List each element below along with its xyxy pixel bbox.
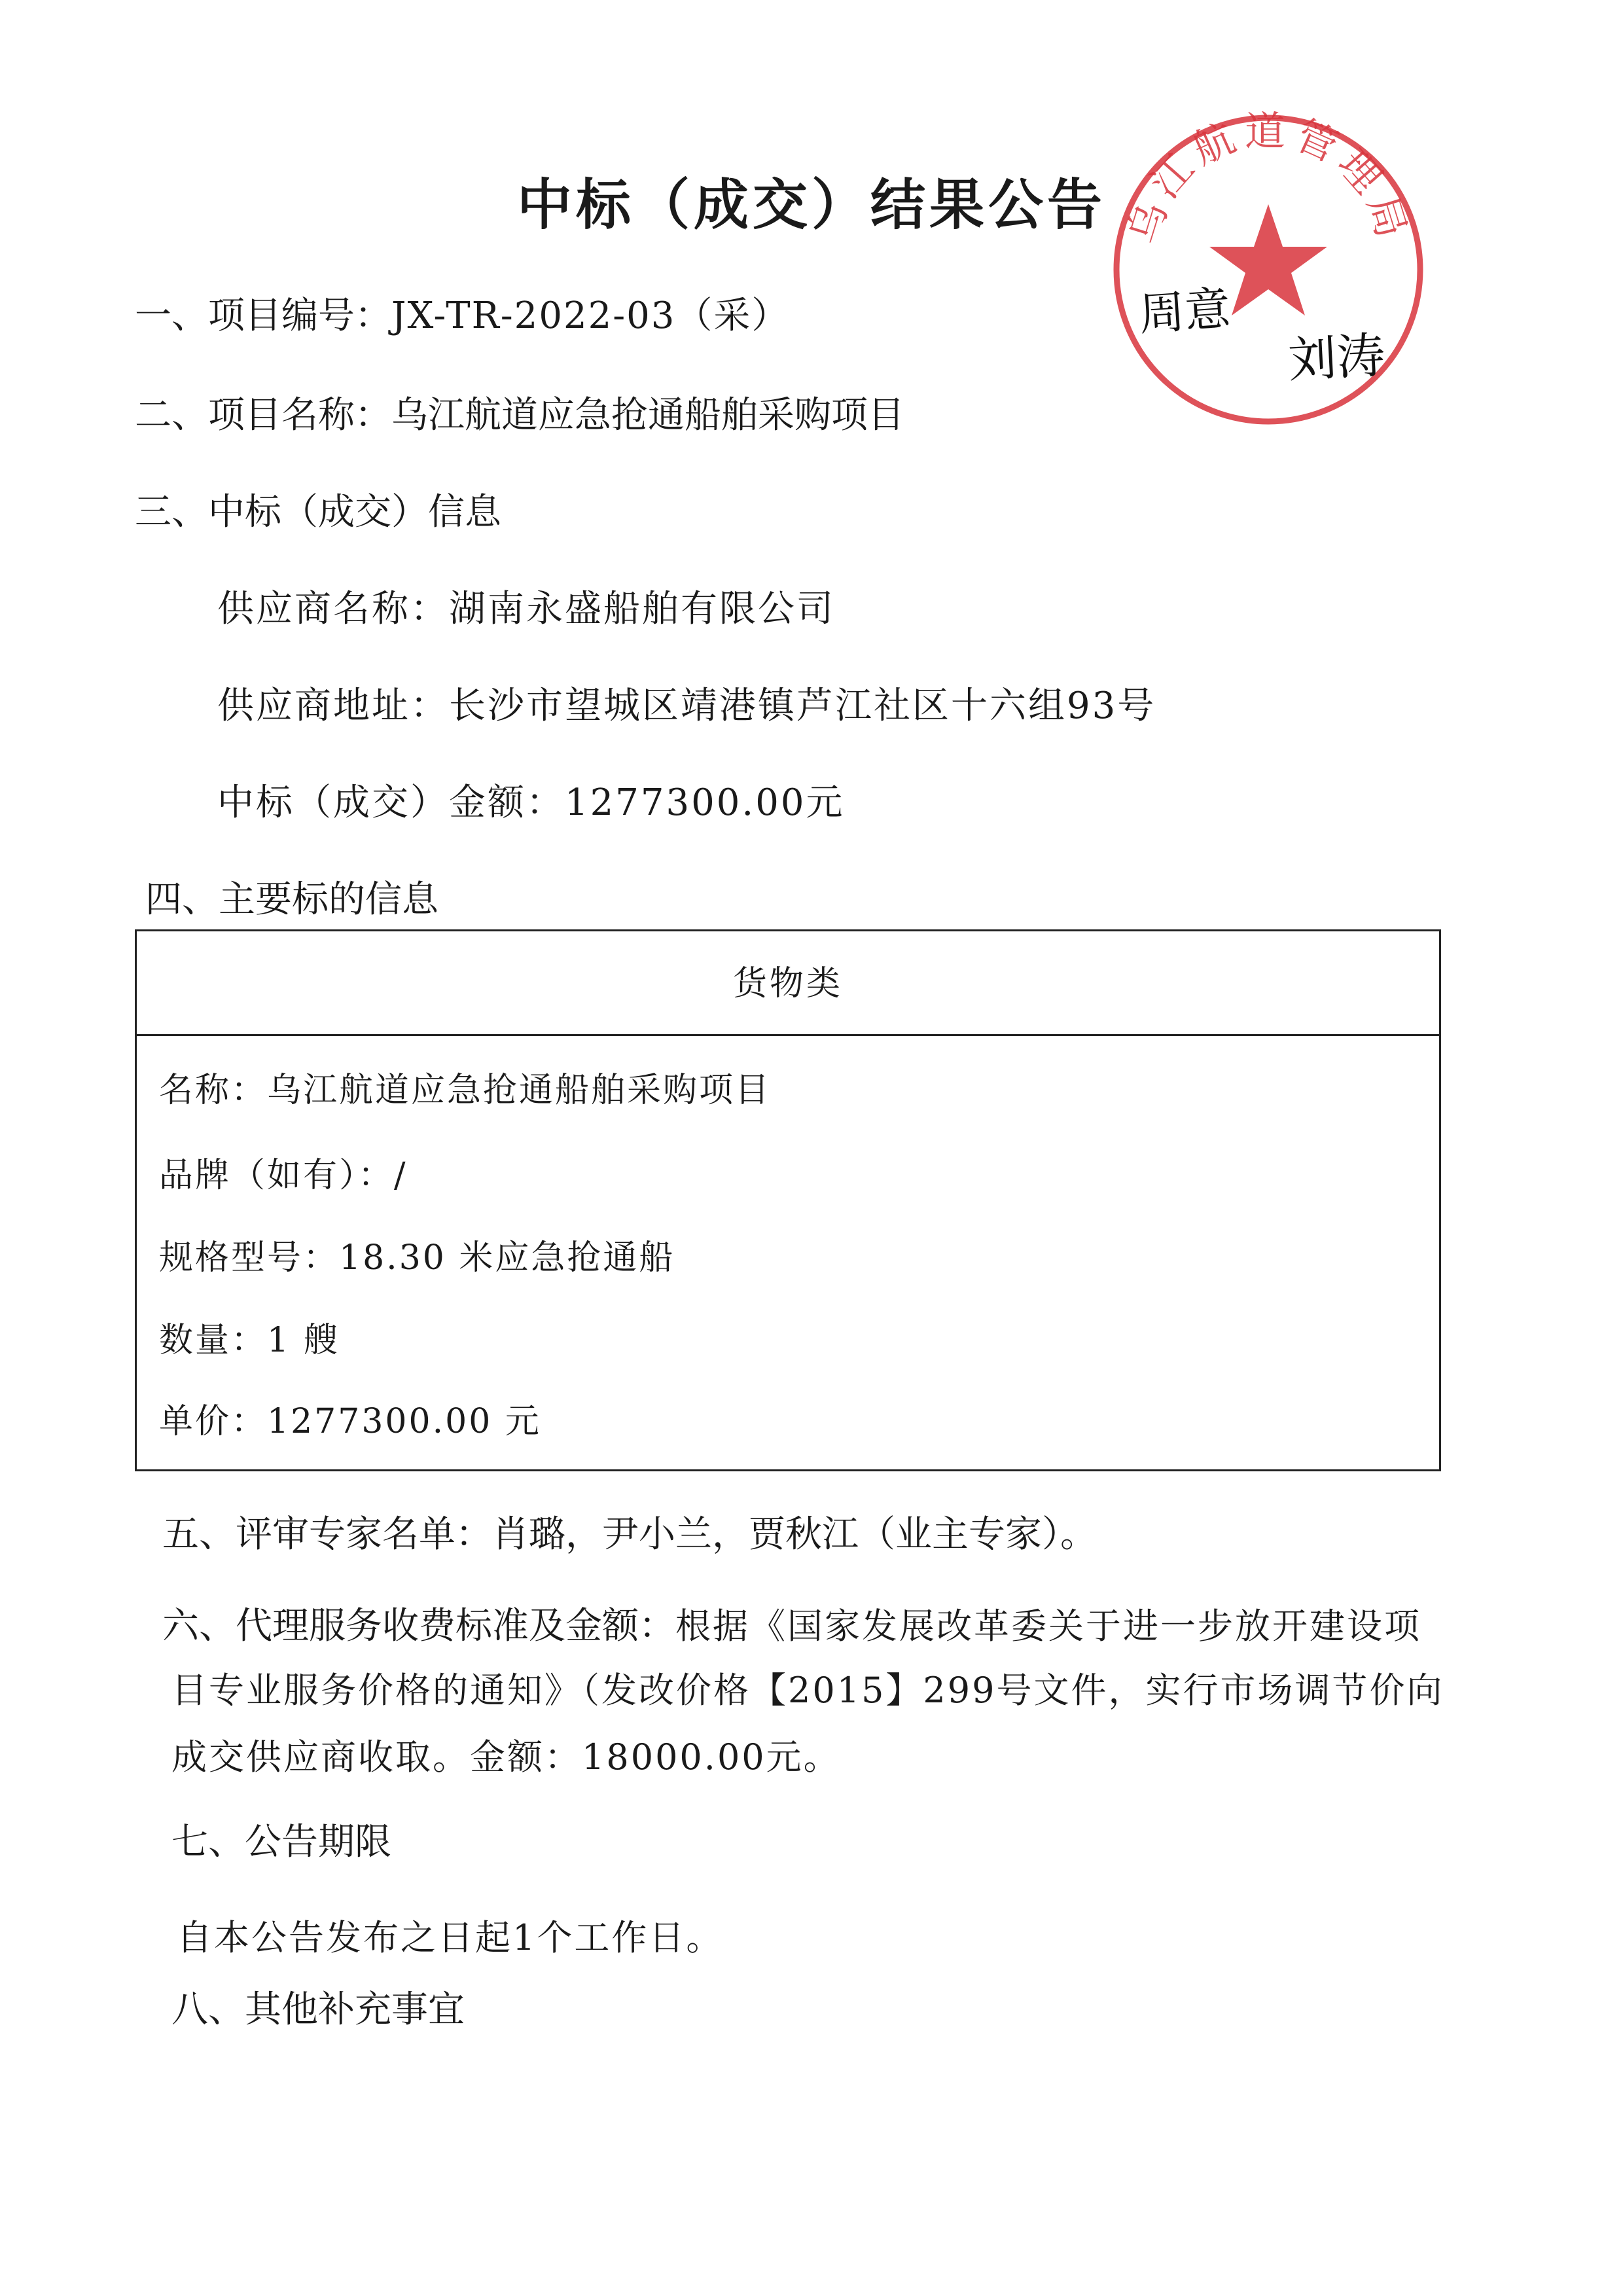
goods-table-header: 货物类 — [137, 931, 1439, 1036]
project-number-label: 一、项目编号： — [135, 295, 391, 337]
table-row: 数量：1 艘 — [159, 1321, 340, 1360]
goods-table — [135, 929, 1441, 1471]
project-name-row — [135, 386, 904, 439]
supplier-address-value: 长沙市望城区靖港镇芦江社区十六组93号 — [449, 685, 1156, 727]
bid-amount-value: 1277300.00元 — [565, 781, 845, 824]
project-name-value: 乌江航道应急抢通船舶采购项目 — [391, 394, 904, 437]
signature-1: 周意 — [1137, 281, 1233, 342]
supplier-name-value: 湖南永盛船舶有限公司 — [449, 588, 835, 630]
signature-2: 刘涛 — [1287, 327, 1387, 389]
table-row: 规格型号：18.30 米应急抢通船 — [159, 1238, 675, 1278]
table-row: 名称：乌江航道应急抢通船舶采购项目 — [159, 1071, 772, 1110]
supplier-name-label: 供应商名称： — [217, 588, 449, 630]
project-name-label: 二、项目名称： — [135, 394, 391, 437]
table-row: 单价：1277300.00 元 — [159, 1402, 541, 1441]
bid-amount-row — [217, 774, 844, 826]
supplier-address-row — [217, 677, 1156, 729]
notice-period-heading: 七、公告期限 — [171, 1821, 391, 1863]
table-row: 品牌（如有）：/ — [159, 1156, 408, 1195]
fee-line-3: 成交供应商收取。金额：18000.00元。 — [171, 1736, 841, 1778]
experts-label: 五、评审专家名单： — [162, 1513, 492, 1556]
bid-info-heading: 三、中标（成交）信息 — [135, 491, 501, 533]
fee-line-2: 目专业服务价格的通知》（发改价格【2015】299号文件，实行市场调节价向 — [171, 1670, 1444, 1711]
experts-row — [162, 1505, 1097, 1558]
fee-label: 六、代理服务收费标准及金额： — [162, 1605, 675, 1647]
main-item-heading: 四、主要标的信息 — [145, 878, 438, 921]
seal-text: 乌江航道管理局 — [1118, 107, 1418, 249]
experts-value: 肖璐，尹小兰，贾秋江（业主专家）。 — [492, 1513, 1097, 1556]
fee-line-1 — [162, 1597, 1421, 1649]
fee-text-1: 根据《国家发展改革委关于进一步放开建设项 — [675, 1605, 1421, 1647]
project-number-row — [135, 287, 789, 339]
notice-period-value: 自本公告发布之日起1个工作日。 — [177, 1917, 724, 1958]
bid-amount-label: 中标（成交）金额： — [217, 781, 565, 824]
project-number-value: JX-TR-2022-03（采） — [391, 295, 790, 337]
page-title: 中标（成交）结果公告 — [516, 173, 1106, 237]
supplier-name-row — [217, 580, 835, 632]
other-matters-heading: 八、其他补充事宜 — [171, 1988, 465, 2031]
supplier-address-label: 供应商地址： — [217, 685, 449, 727]
